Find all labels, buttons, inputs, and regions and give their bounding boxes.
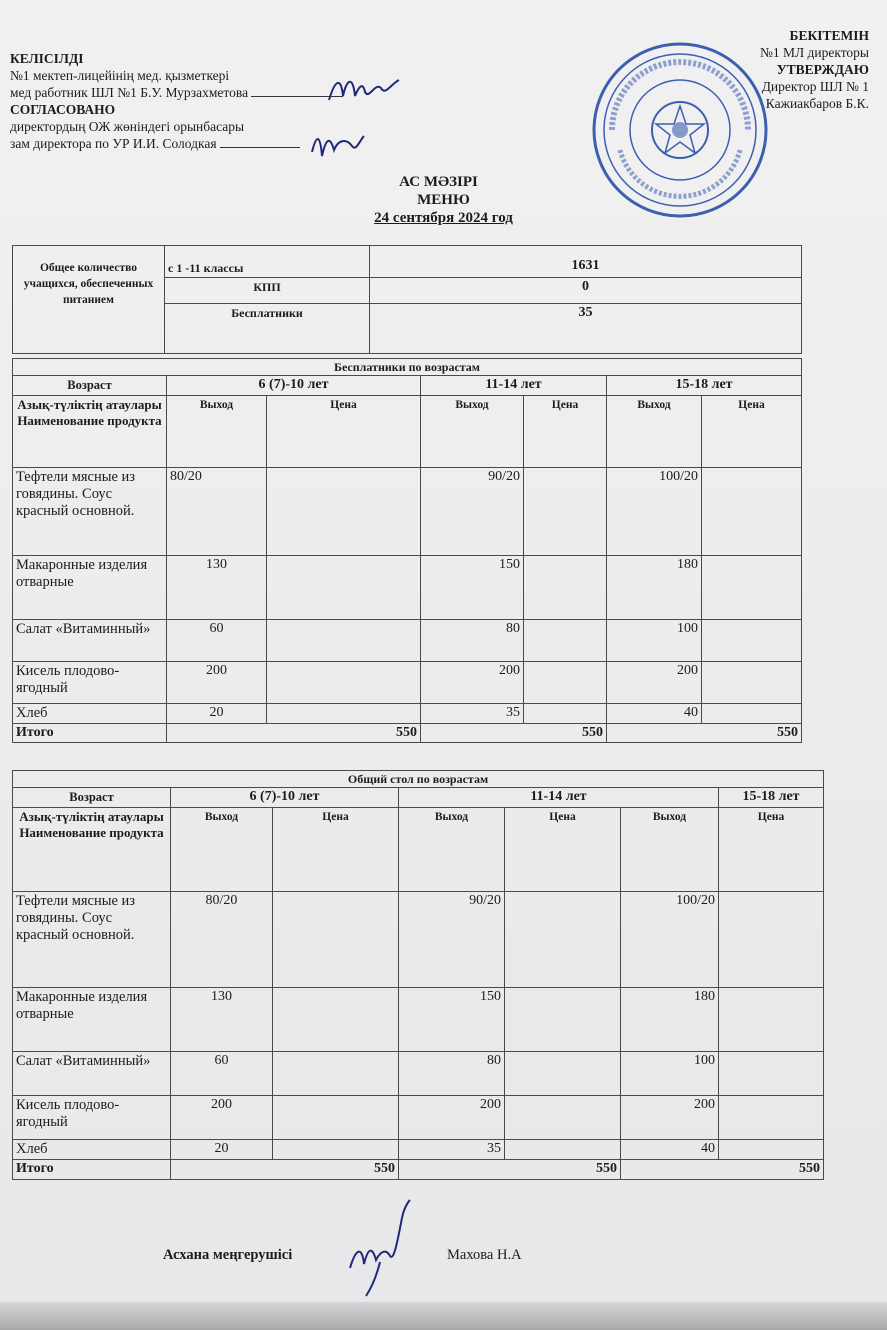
output-cell: 200 [167,662,267,704]
output-cell: 100/20 [621,892,719,988]
summary-table [12,245,802,354]
output-cell: 80/20 [171,892,273,988]
menu-title-ru: МЕНЮ [417,192,470,208]
approval-left-block [10,50,343,152]
free-meals-table [12,358,802,743]
price-cell [273,988,399,1052]
column-header-output: Выход [421,396,524,468]
age-label: Возраст [13,376,167,396]
price-cell [524,704,607,724]
output-cell: 100/20 [607,468,702,556]
output-cell: 180 [607,556,702,620]
coord-title: СОГЛАСОВАНО [10,102,116,117]
column-header-output: Выход [621,808,719,892]
price-cell [505,1140,621,1160]
manager-signature [340,1198,420,1298]
total-label: Итого [13,724,167,743]
output-cell: 200 [621,1096,719,1140]
coord-line-1: директордың ОЖ жөніндегі орынбасары [10,119,245,134]
price-cell [267,662,421,704]
total-value: 550 [421,724,607,743]
footer-position-label: Асхана меңгерушісі [163,1247,293,1263]
output-cell: 100 [621,1052,719,1096]
age-group: 6 (7)-10 лет [167,376,421,396]
output-cell: 180 [621,988,719,1052]
price-cell [273,1052,399,1096]
approve-line-2: Директор ШЛ № 1 [761,79,869,94]
product-name: Кисель плодово-ягодный [13,662,167,704]
column-header-output: Выход [399,808,505,892]
output-cell: 90/20 [421,468,524,556]
column-header-price: Цена [273,808,399,892]
price-cell [702,556,802,620]
output-cell: 150 [421,556,524,620]
coord-line-2: зам директора по УР И.И. Солодкая [10,135,343,152]
output-cell: 40 [607,704,702,724]
summary-row-name: с 1 -11 классы [165,246,370,278]
age-group: 15-18 лет [719,788,824,808]
menu-heading [0,173,887,227]
product-name: Тефтели мясные из говядины. Соус красный основной. [13,468,167,556]
output-cell: 100 [607,620,702,662]
agreed-title: КЕЛІСІЛДІ [10,51,84,66]
summary-row-name: Бесплатники [165,304,370,354]
total-value: 550 [171,1160,399,1180]
price-cell [524,556,607,620]
summary-label: Общее количество учащихся, обеспеченных питанием [13,246,165,354]
total-value: 550 [621,1160,824,1180]
summary-row-value: 35 [370,304,802,354]
menu-date: 24 сентября 2024 год [374,210,513,226]
price-cell [273,892,399,988]
price-cell [505,892,621,988]
output-cell: 60 [171,1052,273,1096]
price-cell [524,620,607,662]
product-name: Тефтели мясные из говядины. Соус красный основной. [13,892,171,988]
price-cell [719,1140,824,1160]
price-cell [267,468,421,556]
price-cell [719,988,824,1052]
age-group: 6 (7)-10 лет [171,788,399,808]
column-header-price: Цена [505,808,621,892]
column-header-price: Цена [719,808,824,892]
column-header-output: Выход [171,808,273,892]
page-bottom-edge [0,1302,887,1330]
output-cell: 200 [607,662,702,704]
product-header: Азық-түліктің атаулары Наименование продукта [13,808,171,892]
deputy-signature [306,128,366,162]
column-header-price: Цена [702,396,802,468]
medic-signature [325,70,405,106]
approve-title-kz: БЕКІТЕМІН [789,28,869,43]
column-header-output: Выход [167,396,267,468]
age-group: 11-14 лет [421,376,607,396]
general-table [12,770,824,1180]
approve-line-3: Кажиакбаров Б.К. [765,96,869,111]
product-name: Салат «Витаминный» [13,1052,171,1096]
output-cell: 150 [399,988,505,1052]
total-value: 550 [607,724,802,743]
product-name: Салат «Витаминный» [13,620,167,662]
output-cell: 80 [421,620,524,662]
price-cell [524,468,607,556]
output-cell: 80/20 [167,468,267,556]
column-header-output: Выход [607,396,702,468]
output-cell: 35 [399,1140,505,1160]
total-value: 550 [167,724,421,743]
product-header: Азық-түліктің атаулары Наименование продукта [13,396,167,468]
output-cell: 35 [421,704,524,724]
output-cell: 200 [421,662,524,704]
product-name: Хлеб [13,704,167,724]
summary-row-value: 1631 [370,246,802,278]
price-cell [505,1096,621,1140]
price-cell [719,1096,824,1140]
price-cell [273,1140,399,1160]
output-cell: 130 [167,556,267,620]
price-cell [719,892,824,988]
price-cell [505,988,621,1052]
total-label: Итого [13,1160,171,1180]
agreed-line-2: мед работник ШЛ №1 Б.У. Мурзахметова [10,84,343,101]
output-cell: 20 [167,704,267,724]
summary-row-name: КПП [165,278,370,304]
output-cell: 20 [171,1140,273,1160]
product-name: Макаронные изделия отварные [13,988,171,1052]
section-title: Бесплатники по возрастам [13,359,802,376]
price-cell [702,704,802,724]
column-header-price: Цена [267,396,421,468]
price-cell [267,556,421,620]
output-cell: 60 [167,620,267,662]
age-group: 11-14 лет [399,788,719,808]
summary-row-value: 0 [370,278,802,304]
output-cell: 90/20 [399,892,505,988]
price-cell [702,662,802,704]
footer-name: Махова Н.А [447,1247,522,1263]
approve-line-1: №1 МЛ директоры [759,45,869,60]
price-cell [505,1052,621,1096]
section-title: Общий стол по возрастам [13,771,824,788]
age-group: 15-18 лет [607,376,802,396]
price-cell [702,620,802,662]
total-value: 550 [399,1160,621,1180]
price-cell [719,1052,824,1096]
approval-right-block [760,27,869,112]
output-cell: 40 [621,1140,719,1160]
column-header-price: Цена [524,396,607,468]
product-name: Макаронные изделия отварные [13,556,167,620]
price-cell [273,1096,399,1140]
price-cell [267,704,421,724]
age-label: Возраст [13,788,171,808]
approve-title-ru: УТВЕРЖДАЮ [776,62,869,77]
menu-title-kz: АС МӘЗІРІ [399,174,478,190]
price-cell [267,620,421,662]
product-name: Хлеб [13,1140,171,1160]
product-name: Кисель плодово-ягодный [13,1096,171,1140]
output-cell: 80 [399,1052,505,1096]
agreed-line-1: №1 мектеп-лицейінің мед. қызметкері [10,68,230,83]
output-cell: 200 [399,1096,505,1140]
output-cell: 200 [171,1096,273,1140]
price-cell [524,662,607,704]
price-cell [702,468,802,556]
output-cell: 130 [171,988,273,1052]
